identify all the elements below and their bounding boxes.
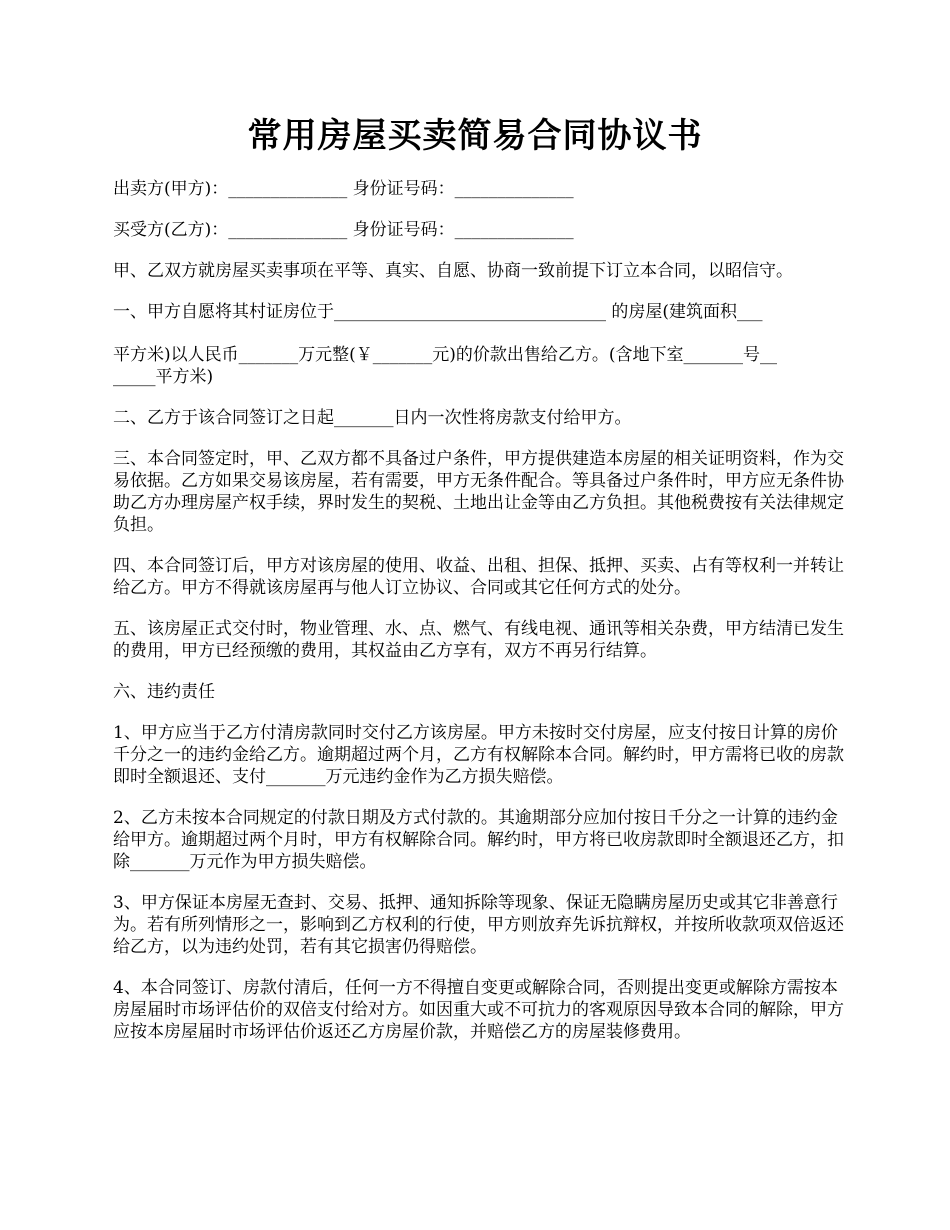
liability-item-3: 3、甲方保证本房屋无查封、交易、抵押、通知拆除等现象、保证无隐瞒房屋历史或其它非善意行为。若有所列情形之一，影响到乙方权利的行使，甲方则放弃先诉抗辩权，并按所收款项双倍返还给乙方，以为违约处罚，若有其它损害仍得赔偿。 — [113, 893, 844, 957]
document-body — [113, 178, 847, 1062]
clause-1-first-line: 一、甲方自愿将其村证房位于________________________________ 的房屋(建筑面积___ — [113, 302, 763, 322]
buyer-line: 买受方(乙方)：______________ 身份证号码：______________ — [113, 220, 574, 240]
clause-3: 三、本合同签定时，甲、乙双方都不具备过户条件，甲方提供建造本房屋的相关证明资料，作为交易依据。乙方如果交易该房屋，若有需要，甲方无条件配合。等具备过户条件时，甲方应无条件协助乙方办理房屋产权手续，界时发生的契税、土地出让金等由乙方负担。其他税费按有关法律规定负担。 — [113, 449, 844, 535]
liability-item-2: 2、乙方未按本合同规定的付款日期及方式付款的。其逾期部分应加付按日千分之一计算的违约金给甲方。逾期超过两个月时，甲方有权解除合同。解约时，甲方将已收房款即时全额退还乙方，扣除_______万元作为甲方损失赔偿。 — [113, 808, 844, 872]
clause-5: 五、该房屋正式交付时，物业管理、水、点、燃气、有线电视、通讯等相关杂费，甲方结清已发生的费用，甲方已经预缴的费用，其权益由乙方享有，双方不再另行结算。 — [113, 619, 844, 661]
clause-6-heading: 六、违约责任 — [113, 682, 215, 702]
clause-4: 四、本合同签订后，甲方对该房屋的使用、收益、出租、担保、抵押、买卖、占有等权利一并转让给乙方。甲方不得就该房屋再与他人订立协议、合同或其它任何方式的处分。 — [113, 556, 844, 598]
document-title: 常用房屋买卖简易合同协议书 — [247, 116, 703, 156]
liability-item-4: 4、本合同签订、房款付清后，任何一方不得擅自变更或解除合同，否则提出变更或解除方需按本房屋届时市场评估价的双倍支付给对方。如因重大或不可抗力的客观原因导致本合同的解除，甲方应按本房屋届时市场评估价返还乙方房屋价款，并赔偿乙方的房屋装修费用。 — [113, 978, 844, 1042]
clause-1-continuation: 平方米)以人民币_______万元整(￥_______元)的价款出售给乙方。(含地下室_______号__ _____平方米) — [113, 345, 778, 387]
liability-item-1: 1、甲方应当于乙方付清房款同时交付乙方该房屋。甲方未按时交付房屋，应支付按日计算的房价千分之一的违约金给乙方。逾期超过两个月，乙方有权解除本合同。解约时，甲方需将已收的房款即时全额退还、支付_______万元违约金作为乙方损失赔偿。 — [113, 723, 844, 787]
intro-paragraph: 甲、乙双方就房屋买卖事项在平等、真实、自愿、协商一致前提下订立本合同，以昭信守。 — [113, 261, 793, 281]
seller-line: 出卖方(甲方)：______________ 身份证号码：______________ — [113, 179, 574, 199]
clause-2: 二、乙方于该合同签订之日起_______日内一次性将房款支付给甲方。 — [113, 408, 632, 428]
